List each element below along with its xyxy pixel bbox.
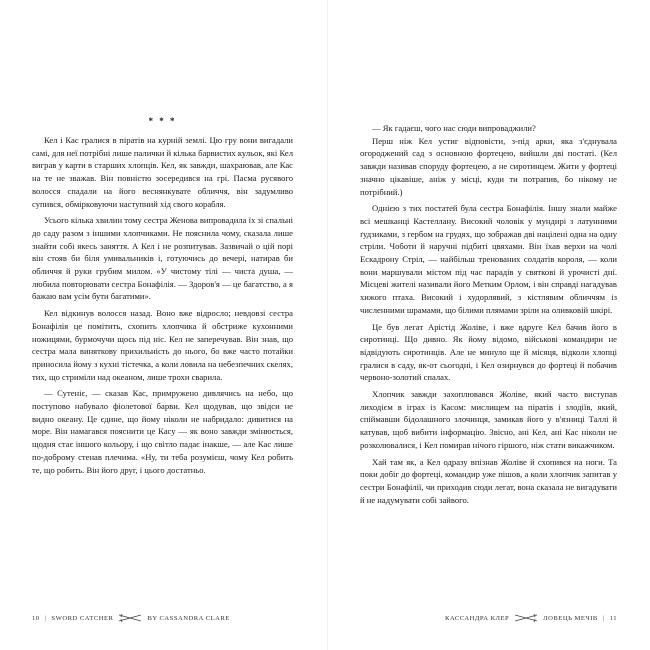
paragraph: Усього кілька хвилин тому сестра Женова випровадила їх зі спальні до саду разом з іншими хлопчиками. Не пояснила чому, сказала лише знайти собі якесь заняття. А Кел і не розпитував. Зазвичай о цій порі він стояв би біля умивальників і, готуючись до вечері, натирав би обличчя й руки грубим милом. «У чистому тілі — чиста душа, — любила повторювати сестра Бонафілія. — Здоров'я — це багатство, а я бажаю вам усім бути багатими». <box>32 215 293 302</box>
page-number: 11 <box>609 614 617 622</box>
paragraph: Хай там як, а Кел одразу впізнав Жоліве й схопився на ноги. Та поки добіг до фортеці, командир уже пішов, а коли хлопчик запитав у сестри Бонафілії, чи приходив сюди легат, вона сказала не вигадувати й не надумувати собі зайвого. <box>360 456 617 505</box>
paragraph: — Як гадаєш, чого нас сюди випроваджили? <box>372 123 536 133</box>
right-text-column <box>360 122 617 506</box>
paragraph: Кел відкинув волосся назад. Воно вже відросло; невдовзі сестра Бонафілія це помітить, схопить хлопчика й обстриже кухонними ножицями, бурмочучи щось під ніс. Кел не заперечував. Він знав, що сестра мала виняткову прихильність до нього, бо вже часто потайки приносила йому з кухні тістечка, а коли ловила на небезпечних скелях, тих, що стриміли над океаном, лише трохи сварила. <box>32 308 293 382</box>
footer-author: КАССАНДРА КЛЕР <box>445 614 510 622</box>
crossed-swords-icon <box>118 614 142 622</box>
section-break: * * * <box>148 116 177 126</box>
left-running-footer <box>32 614 230 622</box>
paragraph: — Сутеніє, — сказав Кас, примружено дивлячись на небо, що поступово набувало фіолетової барви. Кел щодував, що звідси не видно океану. Це єдине, що йому ніколи не набридало: дивитися на море. Він намагався пояснити це Касу — як воно завжди змінюється, щодня стає іншого кольору, і що світло падає інакше, — але Кас лише по-доброму стенав плечима. «Ну, ти теба розумієш, чому Кел робить те, що робить. Він його друг, і цього достатньо. <box>32 388 293 475</box>
right-page <box>325 0 650 650</box>
left-text-column <box>32 130 293 476</box>
paragraph: Кел і Кас гралися в піратів на курній землі. Цю гру вони вигадали самі, для неї потрібні лише палички й кілька барвистих кульок, які Кел виграв у карти в старших хлопців. Кел, як завжди, шахраював, але Кас на те не зважав. Він повністю зосередився на грі. Пасма русявого волосся спадали на його веснянкувате обличчя, він задумливо супився, обмірковуючи наступний хід свого корабля. <box>32 135 293 209</box>
footer-divider: | <box>602 614 605 622</box>
footer-author: BY CASSANDRA CLARE <box>147 614 230 622</box>
footer-book-title: SWORD CATCHER <box>51 614 114 622</box>
footer-book-title: ЛОВЕЦЬ МЕЧІВ <box>543 614 598 622</box>
paragraph: Хлопчик завжди захоплювався Жоліве, який часто виступав лиходієм в іграх із Касом: мислищем на піратів і злодіїв, який, спіймавши бідолашного злочинця, замикав його у в'язниці Таллі й катував, щоб вибити інформацію. Звісно, ані Кел, ані Кас ніколи не розколювалися, і Кел помирав нічого гіршого, ніж стати викажчиком. <box>360 389 617 450</box>
right-running-footer <box>445 614 617 622</box>
paragraph: Однією з тих постатей була сестра Бонафілія. Іншу знали майже всі мешканці Кастеллану. Високий чоловік у мундирі з латунними ґудзиками, з гербом на грудях, що зображав дві націлені одна на одну стріли. Чоботи й наручні підбиті цвяхами. Він їхав верхи на чолі Ескадрону Стріл, — найбільш тренованих солдатів короля, — коли вони маршували містом під час парадів у святкові й урочисті дні. Місцеві жителі називали його Метким Орлом, і він справді нагадував хижого птаха. Високий і худорлявий, з кістлявим обличчям із численними шрамами, що білими плямами зріли на оливковій шкірі. <box>360 203 617 315</box>
crossed-swords-icon <box>514 614 538 622</box>
paragraph: Перш ніж Кел устиг відповісти, з-під арки, яка з'єднувала огороджений сад з основною фортецею, вийшли дві постаті. (Кел завжди називав споруду фортецею, а не сиротинцем. Жити у фортеці значно цікавіше, аніж у місці, куди ти потрапив, бо нікому не потрібний.) <box>360 135 617 197</box>
paragraph: Це був легат Арістід Жоліве, і вже вдруге Кел бачив його в сиротинці. Що дивно. Як йому відомо, військові командири не відвідують сиротинців. Але не минуло ще й місяця, відколи хлопці гралися в саду, як-от сьогодні, і Кел озирнувся до фортеці й побачив червоно-золотий спалах. <box>360 321 617 383</box>
footer-divider: | <box>44 614 47 622</box>
page-number: 10 <box>32 614 40 622</box>
